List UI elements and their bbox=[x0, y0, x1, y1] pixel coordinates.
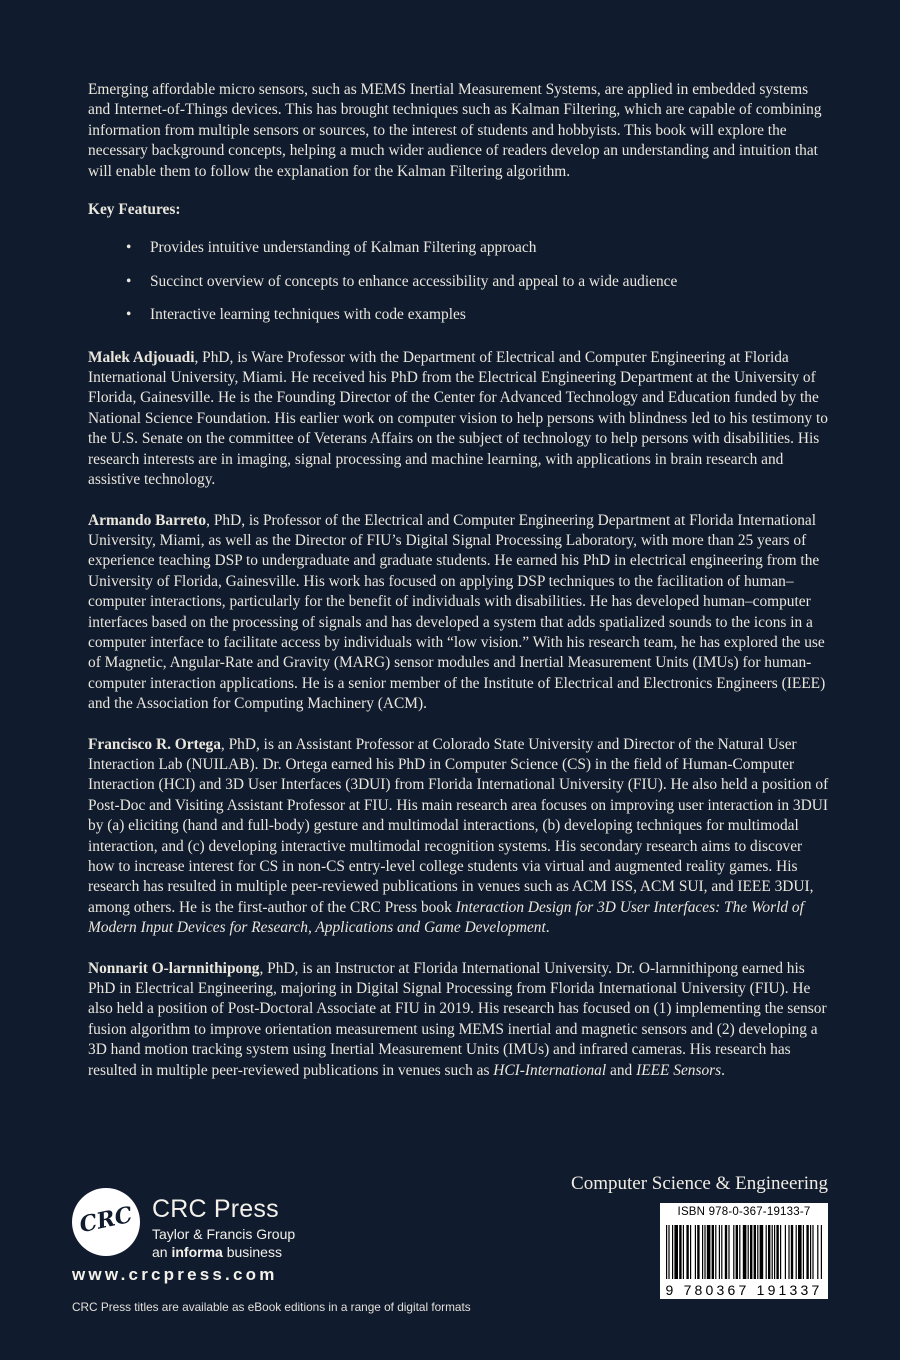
bio-olarnnithipong: Nonnarit O-larnnithipong, PhD, is an Instructor at Florida International University. Dr. O-larnnithipong earned his PhD in Electrical Engineering, majoring in Digital Signal Processing from Florida International University (FIU). He also held a position of Post-Doctoral Associate at FIU in 2019. His research has focused on (1) implementing the sensor fusion algorithm to improve orientation measurement using MEMS inertial and magnetic sensors and (2) developing a 3D hand motion tracking system using Inertial Measurement Units (IMUs) and infrared cameras. His research has resulted in multiple peer-reviewed publications in venues such as HCI-International and IEEE Sensors. bbox=[88, 959, 827, 1079]
barcode-bar bbox=[702, 1225, 703, 1279]
barcode-bar bbox=[697, 1225, 699, 1279]
barcode-bar bbox=[768, 1225, 770, 1279]
barcode-bar bbox=[798, 1225, 802, 1279]
publisher-website[interactable]: www.crcpress.com bbox=[72, 1265, 278, 1284]
logo-text: CRC bbox=[77, 1201, 135, 1239]
barcode-bar bbox=[725, 1225, 727, 1279]
barcode-bar bbox=[806, 1225, 808, 1279]
barcode-bar bbox=[668, 1225, 669, 1279]
bullet-icon: • bbox=[126, 272, 132, 290]
barcode-bar bbox=[704, 1225, 705, 1279]
venue-name: IEEE Sensors bbox=[636, 1061, 722, 1079]
list-item: • Succinct overview of concepts to enhance accessibility and appeal to a wide audience bbox=[126, 272, 830, 292]
barcode-bar bbox=[785, 1225, 786, 1279]
book-title: Interaction Design for 3D User Interfaces: The World of Modern Input Devices for Research, Applications and Game Development bbox=[88, 898, 804, 937]
cover-text bbox=[88, 80, 830, 1101]
barcode-bar bbox=[683, 1225, 684, 1279]
barcode-bar bbox=[780, 1225, 781, 1279]
barcode-bar bbox=[766, 1225, 767, 1279]
author-name: Francisco R. Ortega bbox=[88, 735, 221, 753]
barcode-bar bbox=[707, 1225, 711, 1279]
isbn-label: ISBN 978-0-367-19133-7 bbox=[677, 1206, 811, 1218]
barcode-bar bbox=[719, 1225, 720, 1279]
barcode-bar bbox=[739, 1225, 740, 1279]
barcode-bar bbox=[750, 1225, 752, 1279]
publisher-group: Taylor & Francis Group bbox=[152, 1226, 296, 1242]
barcode-bar bbox=[774, 1225, 775, 1279]
barcode-bar bbox=[788, 1225, 789, 1279]
venue-name: HCI-International bbox=[493, 1061, 607, 1079]
barcode-bar bbox=[721, 1225, 722, 1279]
barcode-bar bbox=[754, 1225, 756, 1279]
barcode-bar bbox=[672, 1225, 673, 1279]
barcode-bar bbox=[791, 1225, 793, 1279]
barcode-bar bbox=[796, 1225, 797, 1279]
barcode-bar bbox=[679, 1225, 681, 1279]
barcode-bar bbox=[772, 1225, 773, 1279]
bio-ortega: Francisco R. Ortega, PhD, is an Assistant Professor at Colorado State University and Director of the Natural User Interaction Lab (NUILAB). Dr. Ortega earned his PhD in Computer Science (CS) in the field of Human-Computer Interaction (HCI) and 3D User Interfaces (3DUI) from Florida International University (FIU). He also held a position of Post-Doc and Visiting Assistant Professor at FIU. His main research area focuses on improving user interaction in 3DUI by (a) eliciting (hand and full-body) gesture and multimodal interactions, (b) developing techniques for multimodal interaction, and (c) developing interactive multimodal recognition systems. His secondary research aims to discover how to increase interest for CS in non-CS entry-level college students via virtual and augmented reality games. His research has resulted in multiple peer-reviewed publications in venues such as ACM ISS, ACM SUI, and IEEE 3DUI, among others. He is the first-author of the CRC Press book Interaction Design for 3D User Interfaces: The World of Modern Input Devices for Research, Applications and Game Development. bbox=[88, 735, 829, 937]
barcode-bar bbox=[743, 1225, 747, 1279]
barcode-bar bbox=[736, 1225, 738, 1279]
barcode-bar bbox=[817, 1225, 818, 1279]
barcode-bar bbox=[757, 1225, 758, 1279]
ebook-note: CRC Press titles are available as eBook editions in a range of digital formats bbox=[72, 1300, 471, 1314]
barcode-bar bbox=[803, 1225, 804, 1279]
barcode-bar bbox=[666, 1225, 667, 1279]
author-name: Nonnarit O-larnnithipong bbox=[88, 959, 260, 977]
bio-barreto: Armando Barreto, PhD, is Professor of the Electrical and Computer Engineering Department at Florida International University, Miami, as well as the Director of FIU’s Digital Signal Processing Laboratory, with more than 25 years of experience teaching DSP to undergraduate and graduate students. He earned his PhD in electrical engineering from the University of Florida, Gainesville. His work has focused on applying DSP techniques to the facilitation of human–computer interactions, particularly for the benefit of individuals with disabilities. He has developed human–computer interfaces based on the processing of signals and has developed a system that adds spatialized sounds to the icons in a computer interface to facilitate access by individuals with “low vision.” With his research team, he has explored the use of Magnetic, Angular-Rate and Gravity (MARG) sensor modules and Inertial Measurement Units (IMUs) for human-computer interaction applications. He is a senior member of the Institute of Electrical and Electronics Engineers (IEEE) and the Association for Computing Machinery (ACM). bbox=[88, 511, 826, 713]
barcode-bars bbox=[666, 1225, 822, 1279]
barcode-bar bbox=[812, 1225, 813, 1279]
barcode-bar bbox=[776, 1225, 778, 1279]
barcode-bar bbox=[810, 1225, 811, 1279]
barcode-digits: 9 780367 191337 bbox=[665, 1282, 823, 1298]
barcode-bar bbox=[690, 1225, 691, 1279]
barcode-bar bbox=[821, 1225, 822, 1279]
barcode-bar bbox=[686, 1225, 688, 1279]
author-name: Armando Barreto bbox=[88, 511, 207, 529]
publisher-name: CRC Press bbox=[152, 1195, 279, 1223]
bullet-icon: • bbox=[126, 239, 132, 257]
publisher-info bbox=[152, 1195, 295, 1260]
barcode-bar bbox=[715, 1225, 716, 1279]
informa-line: an informa business bbox=[152, 1244, 282, 1260]
barcode-bar bbox=[712, 1225, 714, 1279]
features-list bbox=[88, 238, 830, 325]
isbn-barcode bbox=[660, 1203, 828, 1299]
barcode-bar bbox=[695, 1225, 696, 1279]
key-features-heading: Key Features: bbox=[88, 201, 181, 219]
barcode-bar bbox=[760, 1225, 764, 1279]
barcode-bar bbox=[674, 1225, 678, 1279]
subject-category: Computer Science & Engineering bbox=[571, 1173, 828, 1194]
bullet-icon: • bbox=[126, 306, 132, 324]
barcode-bar bbox=[748, 1225, 749, 1279]
list-item: • Provides intuitive understanding of Kalman Filtering approach bbox=[126, 238, 830, 258]
barcode-bar bbox=[728, 1225, 729, 1279]
crc-logo bbox=[72, 1188, 140, 1256]
bio-adjouadi: Malek Adjouadi, PhD, is Ware Professor with the Department of Electrical and Computer Engineering at Florida International University, Miami. He received his PhD from the Electrical Engineering Department at the University of Florida, Gainesville. He is the Founding Director of the Center for Advanced Technology and Education funded by the National Science Foundation. His earlier work on computer vision to help persons with blindness led to his testimony to the U.S. Senate on the committee of Veterans Affairs on the subject of technology to help persons with disabilities. His research interests are in imaging, signal processing and machine learning, with applications in brain research and assistive technology. bbox=[88, 348, 828, 489]
intro-paragraph: Emerging affordable micro sensors, such as MEMS Inertial Measurement Systems, are applied in embedded systems and Internet-of-Things devices. This has brought techniques such as Kalman Filtering, which are capable of combining information from multiple sensors or sources, to the interest of students and hobbyists. This book will explore the necessary background concepts, helping a much wider audience of readers develop an understanding and intuition that will enable them to follow the explanation for the Kalman Filtering algorithm. bbox=[88, 81, 822, 180]
barcode-bar bbox=[733, 1225, 734, 1279]
author-name: Malek Adjouadi bbox=[88, 348, 195, 366]
list-item: • Interactive learning techniques with code examples bbox=[126, 305, 830, 325]
